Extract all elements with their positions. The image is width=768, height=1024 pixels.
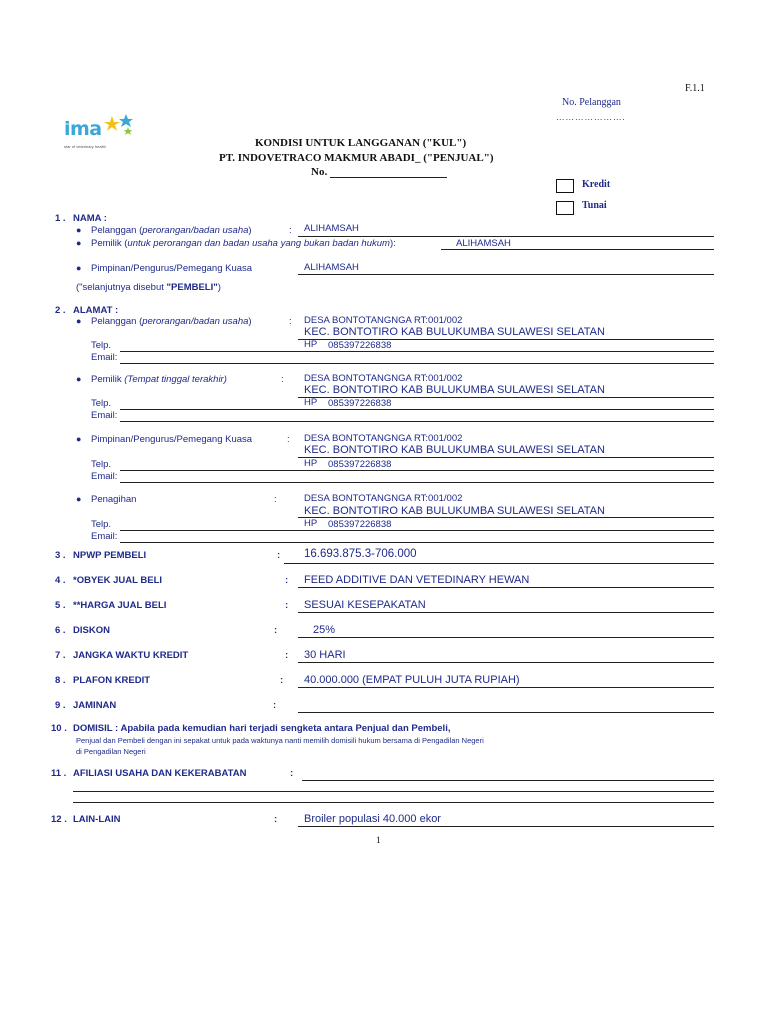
s7-label: JANGKA WAKTU KREDIT [73, 650, 189, 661]
s2-owner-email-line [120, 421, 714, 422]
s12-line [298, 826, 714, 827]
s11-colon: : [290, 768, 294, 779]
bullet-icon: ● [76, 316, 82, 326]
title-line-2: PT. INDOVETRACO MAKMUR ABADI_ ("PENJUAL") [219, 152, 494, 164]
s2-manager-addr1: DESA BONTOTANGNGA RT:001/002 [304, 433, 463, 444]
s2-customer-hp-value: 085397226838 [328, 340, 392, 351]
s1-buyer-note: ("selanjutnya disebut "PEMBELI") [76, 282, 221, 293]
s12-label: LAIN-LAIN [73, 814, 121, 825]
s7-colon: : [285, 650, 289, 661]
s2-customer-label: Pelanggan (perorangan/badan usaha) [91, 316, 252, 327]
s2-billing-label: Penagihan [91, 494, 137, 505]
s11-line-1 [302, 780, 714, 781]
s10-number: 10 . [51, 723, 67, 734]
s1-customer-line [298, 236, 714, 237]
s11-line-2 [73, 791, 714, 792]
bullet-icon: ● [76, 225, 82, 235]
s1-manager-line [298, 274, 714, 275]
s6-colon: : [274, 625, 278, 636]
bullet-icon: ● [76, 374, 82, 384]
s8-value: 40.000.000 (EMPAT PULUH JUTA RUPIAH) [304, 674, 520, 686]
s2-manager-telp-label: Telp. [91, 459, 112, 470]
s3-label: NPWP PEMBELI [73, 550, 147, 561]
s3-value: 16.693.875.3-706.000 [304, 548, 417, 560]
s2-manager-email-line [120, 482, 714, 483]
s2-owner-hp-label: HP [304, 397, 318, 408]
form-code: F.1.1 [685, 83, 705, 94]
s5-colon: : [285, 600, 289, 611]
s11-number: 11 . [51, 768, 67, 779]
s11-line-3 [73, 802, 714, 803]
document-no-label: No. [311, 166, 328, 178]
s1-owner-label: Pemilik (untuk perorangan dan badan usaha yang bukan badan hukum): [91, 238, 396, 249]
s2-billing-addr1: DESA BONTOTANGNGA RT:001/002 [304, 493, 463, 504]
s1-manager-label: Pimpinan/Pengurus/Pemegang Kuasa [91, 263, 253, 274]
s4-line [298, 587, 714, 588]
s2-billing-line [298, 517, 714, 518]
s3-number: 3 . [55, 550, 66, 561]
credit-checkbox[interactable] [556, 179, 574, 193]
s2-billing-hp-value: 085397226838 [328, 519, 392, 530]
s2-billing-email-label: Email: [91, 531, 118, 542]
s9-line [298, 712, 714, 713]
s7-line [298, 662, 714, 663]
s2-manager-label: Pimpinan/Pengurus/Pemegang Kuasa [91, 434, 253, 445]
bullet-icon: ● [76, 238, 82, 248]
logo-wordmark: ima [64, 118, 102, 140]
s12-colon: : [274, 814, 278, 825]
logo-tagline: star of veterinary health [64, 144, 106, 149]
s2-owner-colon: : [281, 374, 284, 385]
s4-number: 4 . [55, 575, 66, 586]
s2-billing-hp-label: HP [304, 518, 318, 529]
s6-label: DISKON [73, 625, 110, 636]
s10-line-2: Penjual dan Pembeli dengan ini sepakat untuk pada waktunya nanti memilih domisili hukum bersama di Pengadilan Negeri [76, 736, 484, 745]
s3-line [284, 563, 714, 564]
s12-number: 12 . [51, 814, 67, 825]
cash-label: Tunai [582, 200, 607, 211]
s2-manager-addr2: KEC. BONTOTIRO KAB BULUKUMBA SULAWESI SELATAN [304, 444, 605, 456]
s1-customer-value: ALIHAMSAH [304, 223, 359, 234]
s2-owner-label: Pemilik (Tempat tinggal terakhir) [91, 374, 227, 385]
s2-owner-hp-value: 085397226838 [328, 398, 392, 409]
title-line-1: KONDISI UNTUK LANGGANAN ("KUL") [255, 137, 467, 149]
s9-number: 9 . [55, 700, 66, 711]
s2-manager-email-label: Email: [91, 471, 118, 482]
s9-label: JAMINAN [73, 700, 117, 711]
s2-owner-addr2: KEC. BONTOTIRO KAB BULUKUMBA SULAWESI SELATAN [304, 384, 605, 396]
s11-label: AFILIASI USAHA DAN KEKERABATAN [73, 768, 247, 779]
s12-value: Broiler populasi 40.000 ekor [304, 813, 441, 825]
s1-number: 1 . [55, 213, 66, 224]
s2-title: ALAMAT : [73, 305, 119, 316]
credit-label: Kredit [582, 179, 611, 190]
company-logo [52, 100, 144, 162]
s4-colon: : [285, 575, 289, 586]
s5-line [298, 612, 714, 613]
s2-customer-hp-label: HP [304, 339, 318, 350]
s5-label: **HARGA JUAL BELI [73, 600, 167, 611]
s2-customer-addr1: DESA BONTOTANGNGA RT:001/002 [304, 315, 463, 326]
s2-owner-telp-label: Telp. [91, 398, 112, 409]
s2-customer-email-label: Email: [91, 352, 118, 363]
s2-customer-telp-label: Telp. [91, 340, 112, 351]
s2-customer-telp-line [120, 351, 714, 352]
s3-colon: : [277, 550, 281, 561]
s5-number: 5 . [55, 600, 66, 611]
s4-label: *OBYEK JUAL BELI [73, 575, 163, 586]
s10-line-3: di Pengadilan Negeri [76, 747, 146, 756]
s6-number: 6 . [55, 625, 66, 636]
s2-billing-telp-label: Telp. [91, 519, 112, 530]
s2-customer-addr2: KEC. BONTOTIRO KAB BULUKUMBA SULAWESI SELATAN [304, 326, 605, 338]
s8-number: 8 . [55, 675, 66, 686]
s2-billing-colon: : [274, 494, 277, 505]
s8-line [298, 687, 714, 688]
s7-number: 7 . [55, 650, 66, 661]
s2-number: 2 . [55, 305, 66, 316]
s1-owner-line [441, 249, 714, 250]
s7-value: 30 HARI [304, 649, 346, 661]
document-no-line [330, 177, 447, 178]
bullet-icon: ● [76, 434, 82, 444]
s2-customer-colon: : [289, 316, 292, 327]
s1-customer-label: Pelanggan (perorangan/badan usaha) [91, 225, 252, 236]
customer-no-value: …………………. [556, 112, 626, 122]
customer-no-label: No. Pelanggan [562, 97, 621, 108]
s2-owner-addr1: DESA BONTOTANGNGA RT:001/002 [304, 373, 463, 384]
s10-label: DOMISIL : Apabila pada kemudian hari terjadi sengketa antara Penjual dan Pembeli, [73, 723, 451, 734]
s8-colon: : [280, 675, 284, 686]
s1-manager-value: ALIHAMSAH [304, 262, 359, 273]
s5-value: SESUAI KESEPAKATAN [304, 599, 426, 611]
s1-owner-value: ALIHAMSAH [456, 238, 511, 249]
s2-manager-line [298, 457, 714, 458]
s2-manager-hp-label: HP [304, 458, 318, 469]
s2-customer-email-line [120, 363, 714, 364]
s6-value: 25% [313, 624, 336, 636]
s4-value: FEED ADDITIVE DAN VETEDINARY HEWAN [304, 574, 530, 586]
s2-manager-hp-value: 085397226838 [328, 459, 392, 470]
cash-checkbox[interactable] [556, 201, 574, 215]
s1-title: NAMA : [73, 213, 107, 224]
s9-colon: : [273, 700, 277, 711]
s2-billing-addr2: KEC. BONTOTIRO KAB BULUKUMBA SULAWESI SELATAN [304, 505, 605, 517]
s2-manager-colon: : [287, 434, 290, 445]
s2-owner-telp-line [120, 409, 714, 410]
s2-manager-telp-line [120, 470, 714, 471]
s6-line [298, 637, 714, 638]
s2-billing-email-line [120, 542, 714, 543]
bullet-icon: ● [76, 263, 82, 273]
s2-owner-email-label: Email: [91, 410, 118, 421]
s1-customer-colon: : [289, 225, 292, 236]
stars-icon [104, 114, 136, 138]
s8-label: PLAFON KREDIT [73, 675, 151, 686]
s2-billing-telp-line [120, 530, 714, 531]
page-number: 1 [376, 836, 381, 846]
bullet-icon: ● [76, 494, 82, 504]
